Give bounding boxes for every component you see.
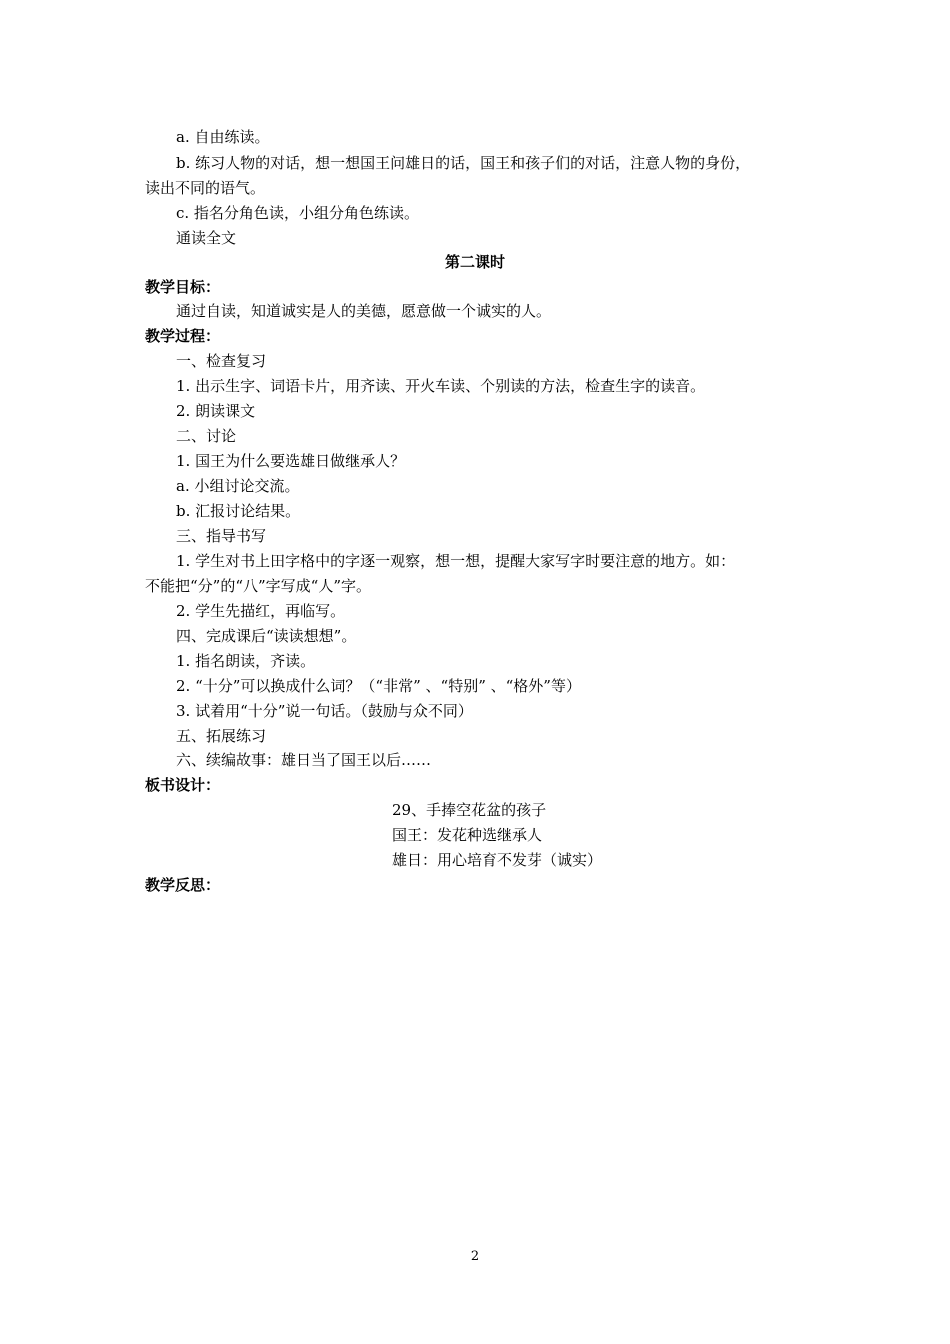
text-line: c. 指名分角色读，小组分角色练读。 (176, 204, 419, 222)
heading: 教学目标： (145, 278, 221, 296)
text-line: a. 小组讨论交流。 (176, 477, 300, 495)
heading: 教学过程： (145, 327, 221, 345)
heading: 教学反思： (145, 876, 221, 894)
text-line: 通过自读，知道诚实是人的美德，愿意做一个诚实的人。 (176, 302, 552, 320)
text-line: 四、完成课后“读读想想”。 (176, 627, 357, 645)
board-line: 国王：发花种选继承人 (392, 826, 543, 844)
page-number: 2 (470, 1249, 480, 1264)
board-line: 雄日：用心培育不发芽（诚实） (392, 851, 603, 869)
text-line: 1. 学生对书上田字格中的字逐一观察，想一想，提醒大家写字时要注意的地方。如： (176, 552, 736, 570)
text-line: b. 汇报讨论结果。 (176, 502, 301, 520)
text-line: 1. 国王为什么要选雄日做继承人？ (176, 452, 406, 470)
text-line: 通读全文 (176, 229, 237, 247)
text-line: 二、讨论 (176, 427, 237, 445)
text-line: 不能把“分”的“八”字写成“人”字。 (145, 577, 372, 595)
text-line: 一、检查复习 (176, 352, 267, 370)
section-title: 第二课时 (444, 253, 505, 271)
text-line: 1. 出示生字、词语卡片，用齐读、开火车读、个别读的方法，检查生字的读音。 (176, 377, 706, 395)
text-line: 3. 试着用“十分”说一句话。（鼓励与众不同） (176, 702, 473, 720)
text-line: 三、指导书写 (176, 527, 267, 545)
text-line: 读出不同的语气。 (145, 179, 266, 197)
board-line: 29、手捧空花盆的孩子 (392, 801, 547, 819)
heading: 板书设计： (145, 776, 221, 794)
text-line: 2. 朗读课文 (176, 402, 256, 420)
text-line: 1. 指名朗读，齐读。 (176, 652, 316, 670)
text-line: 六、续编故事：雄日当了国王以后…… (176, 751, 432, 769)
text-line: a. 自由练读。 (176, 128, 270, 146)
text-line: 五、拓展练习 (176, 727, 267, 745)
text-line: 2. 学生先描红，再临写。 (176, 602, 346, 620)
text-line: 2. “十分”可以换成什么词？（“非常” 、“特别” 、“格外”等） (176, 677, 581, 695)
text-line: b. 练习人物的对话，想一想国王问雄日的话，国王和孩子们的对话，注意人物的身份， (176, 154, 751, 172)
